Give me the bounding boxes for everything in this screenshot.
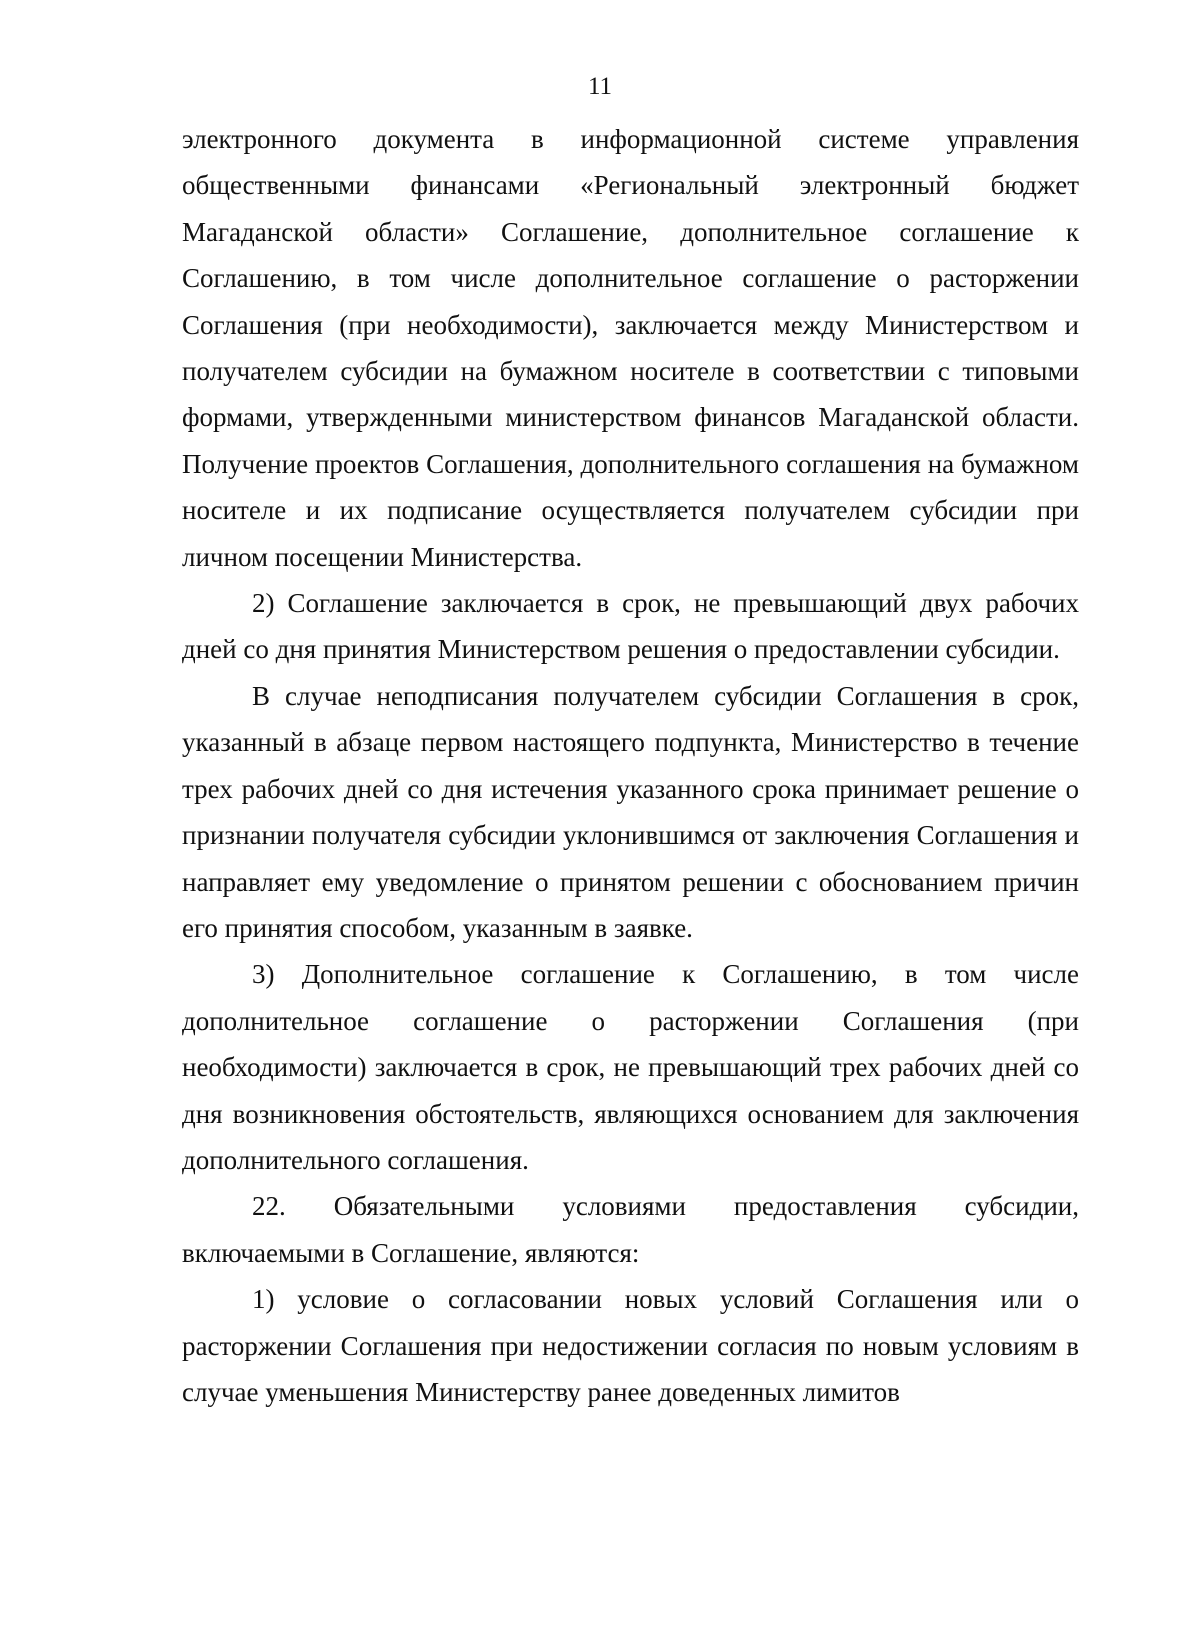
paragraph-section-22: 22. Обязательными условиями предоставления субсидии, включаемыми в Соглашение, являются:: [182, 1191, 1079, 1268]
paragraph-item-2: 2) Соглашение заключается в срок, не превышающий двух рабочих дней со дня принятия Министерством решения о предоставлении субсидии.: [182, 588, 1079, 665]
paragraph-refusal-case: В случае неподписания получателем субсидии Соглашения в срок, указанный в абзаце первом настоящего подпункта, Министерство в течение трех рабочих дней со дня истечения указанного срока принимает решение о признании получателя субсидии уклонившимся от заключения Соглашения и направляет ему уведомление о принятом решении с обоснованием причин его принятия способом, указанным в заявке.: [182, 680, 1079, 943]
paragraph-condition-1: 1) условие о согласовании новых условий Соглашения или о расторжении Соглашения при недостижении согласия по новым условиям в случае уменьшения Министерству ранее доведенных лимитов: [182, 1284, 1079, 1407]
paragraph-continuation: электронного документа в информационной системе управления общественными финансами «Региональный электронный бюджет Магаданской области» Соглашение, дополнительное соглашение к Соглашению, в том числе дополнительное соглашение о расторжении Соглашения (при необходимости), заключается между Министерством и получателем субсидии на бумажном носителе в соответствии с типовыми формами, утвержденными министерством финансов Магаданской области. Получение проектов Соглашения, дополнительного соглашения на бумажном носителе и их подписание осуществляется получателем субсидии при личном посещении Министерства.: [182, 124, 1079, 572]
page-number: 11: [587, 73, 613, 100]
paragraph-item-3: 3) Дополнительное соглашение к Соглашению, в том числе дополнительное соглашение о расторжении Соглашения (при необходимости) заключается в срок, не превышающий трех рабочих дней со дня возникновения обстоятельств, являющихся основанием для заключения дополнительного соглашения.: [182, 959, 1079, 1175]
document-body: [182, 116, 1079, 1415]
